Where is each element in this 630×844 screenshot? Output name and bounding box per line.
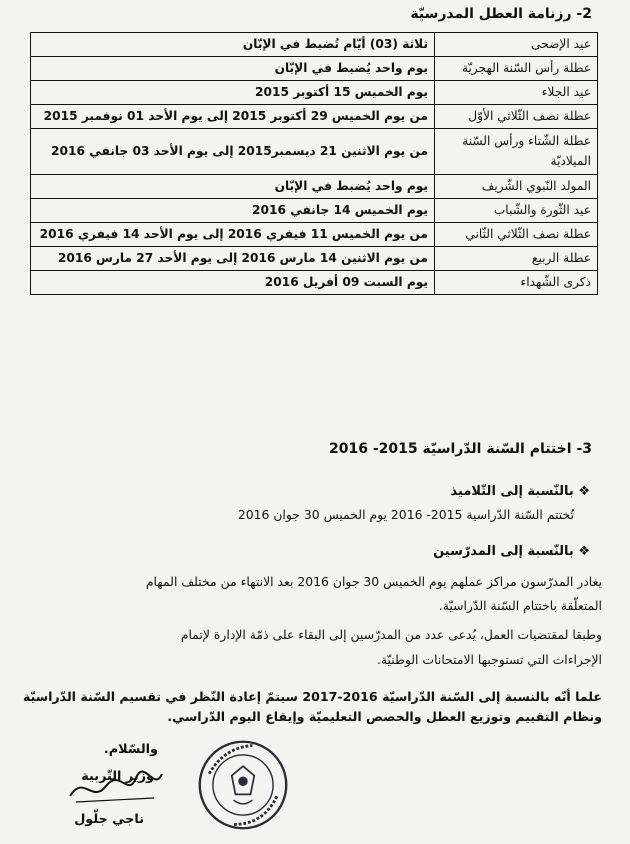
holiday-name: عطلة الشّتاء ورأس السّنة الميلاديّة bbox=[435, 128, 598, 174]
pupils-title: بالنّسبة إلى التّلاميذ bbox=[450, 484, 574, 499]
holiday-name: عيد الإضحى bbox=[435, 33, 598, 57]
holiday-date: ثلاثة (03) أيّام تُضبط في الإبّان bbox=[31, 33, 435, 57]
holiday-name: عيد الجلاء bbox=[435, 80, 598, 104]
holiday-date: من يوم الخميس 29 أكتوبر 2015 إلى يوم الأحد 01 نوفمبر 2015 bbox=[31, 104, 435, 128]
pupils-text: تُختتم السّنة الدّراسية 2015- 2016 يوم الخميس 30 جوان 2016 bbox=[237, 507, 574, 522]
minister-name: ناجي جلّول bbox=[74, 812, 144, 827]
holiday-name: عطلة نصف الثّلاثي الثّاني bbox=[435, 222, 598, 246]
teachers-line-3: وطبقا لمقتضيات العمل، يُدعى عدد من المدرّسين إلى البقاء على ذمّة الإدارة لإتمام bbox=[180, 627, 602, 642]
holiday-date: يوم الخميس 14 جانفي 2016 bbox=[31, 199, 435, 223]
salutation: والسّلام. bbox=[103, 742, 158, 757]
note-line-2: ونظام التقييم وتوزيع العطل والحصص التعليميّة وإيقاع اليوم الدّراسي. bbox=[167, 709, 602, 725]
minister-title: وزير التّربية bbox=[81, 769, 154, 784]
holiday-date: يوم واحد يُضبط في الإبّان bbox=[31, 175, 435, 199]
holiday-date: من يوم الخميس 11 فيفري 2016 إلى يوم الأحد 14 فيفري 2016 bbox=[31, 222, 435, 246]
teachers-bullet bbox=[433, 544, 590, 559]
holiday-row bbox=[31, 33, 598, 57]
holiday-row bbox=[31, 199, 598, 223]
teachers-title: بالنّسبة إلى المدرّسين bbox=[433, 544, 574, 559]
holiday-row bbox=[31, 56, 598, 80]
holiday-name: عطلة نصف الثّلاثي الأوّل bbox=[435, 104, 598, 128]
signature-icon bbox=[66, 768, 166, 808]
holiday-row bbox=[31, 222, 598, 246]
holiday-name: عطلة الربيع bbox=[435, 246, 598, 270]
holiday-name: عيد الثّورة والشّباب bbox=[435, 199, 598, 223]
holiday-date: يوم واحد يُضبط في الإبّان bbox=[31, 56, 435, 80]
holiday-date: من يوم الاثنين 14 مارس 2016 إلى يوم الأحد 27 مارس 2016 bbox=[31, 246, 435, 270]
diamond-bullet-icon: ❖ bbox=[573, 484, 590, 499]
teachers-line-4: الإجراءات التي تستوجبها الامتحانات الوطنيّة. bbox=[376, 652, 602, 667]
holiday-name: ذكرى الشّهداء bbox=[435, 270, 598, 294]
pupils-bullet bbox=[451, 484, 590, 499]
holiday-row bbox=[31, 104, 598, 128]
holiday-calendar-table bbox=[30, 32, 598, 295]
holiday-name: المولد النّبوي الشّريف bbox=[435, 175, 598, 199]
holiday-row bbox=[31, 270, 598, 294]
ministry-seal-icon bbox=[196, 738, 290, 832]
holiday-date: من يوم الاثنين 21 ديسمبر2015 إلى يوم الأحد 03 جانفي 2016 bbox=[31, 128, 435, 174]
teachers-line-2: المتعلّقة باختتام السّنة الدّراسيّة. bbox=[438, 598, 602, 613]
reform-note bbox=[23, 687, 602, 727]
holiday-row bbox=[31, 246, 598, 270]
holiday-date: يوم الخميس 15 أكتوبر 2015 bbox=[31, 80, 435, 104]
holiday-date: يوم السبت 09 أفريل 2016 bbox=[31, 270, 435, 294]
holiday-name: عطلة رأس السّنة الهجريّة bbox=[435, 56, 598, 80]
section-2-heading: 2- رزنامة العطل المدرسيّة bbox=[410, 6, 592, 22]
note-line-1: علما أنّه بالنسبة إلى السّنة الدّراسيّة 2016-2017 سيتمّ إعادة النّظر في تقسيم السّنة الدّراسيّة bbox=[22, 689, 602, 704]
holiday-row bbox=[31, 80, 598, 104]
holiday-row bbox=[31, 175, 598, 199]
diamond-bullet-icon: ❖ bbox=[573, 544, 590, 559]
section-3-heading: 3- اختتام السّنة الدّراسيّة 2015- 2016 bbox=[329, 441, 592, 457]
teachers-line-1: يغادر المدرّسون مراكز عملهم يوم الخميس 30 جوان 2016 بعد الانتهاء من مختلف المهام bbox=[145, 574, 602, 589]
holiday-row bbox=[31, 128, 598, 174]
